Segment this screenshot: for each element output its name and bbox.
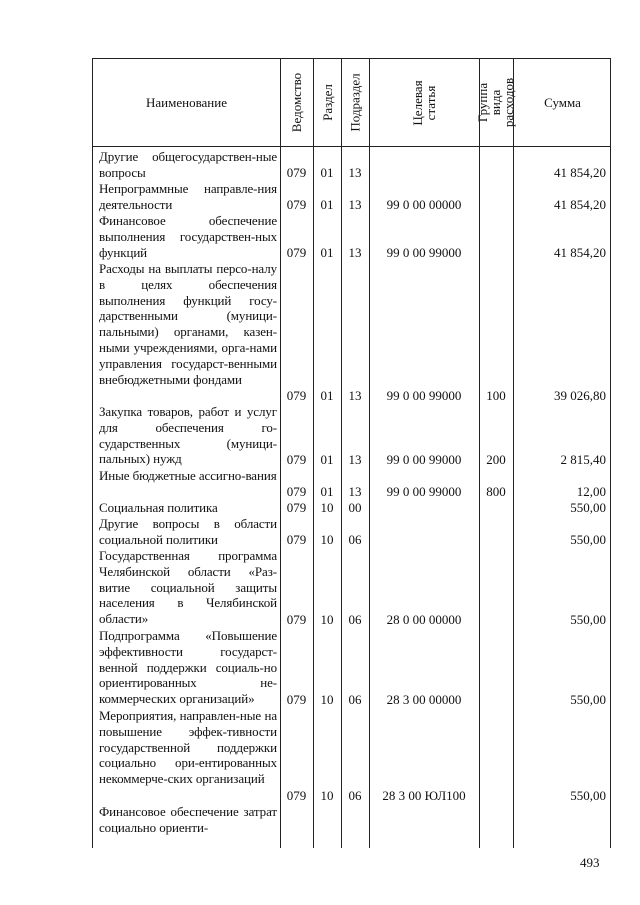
row-razdel: 10 [320,532,334,548]
row-name: Непрограммные направле-ния деятельности [99,181,277,212]
row-summa: 41 854,20 [554,165,606,181]
row-summa: 550,00 [570,692,606,708]
budget-table [92,58,611,848]
table-row [93,500,610,516]
row-celevaya-statya: 99 0 00 99000 [386,484,462,500]
row-vedomstvo: 079 [286,245,307,261]
header-podrazdel [341,59,369,146]
row-podrazdel: 13 [348,197,362,213]
row-razdel: 10 [320,692,334,708]
row-gruppa: 800 [486,484,506,500]
row-razdel: 01 [320,197,334,213]
row-vedomstvo: 079 [286,532,307,548]
row-vedomstvo: 079 [286,484,307,500]
header-gruppa-vida-rashodov [475,59,517,146]
row-podrazdel: 13 [348,452,362,468]
table-row [93,804,610,840]
header-vedomstvo [280,59,313,146]
row-vedomstvo: 079 [286,692,307,708]
row-name: Финансовое обеспечение выполнения государствен-ных функций [99,213,277,260]
row-podrazdel: 13 [348,165,362,181]
row-vedomstvo: 079 [286,388,307,404]
row-razdel: 01 [320,452,334,468]
header-celevaya-statya-label: Целевая статья [410,79,438,126]
row-name: Иные бюджетные ассигно-вания [99,468,277,483]
row-vedomstvo: 079 [286,788,307,804]
row-razdel: 01 [320,388,334,404]
row-summa: 550,00 [570,532,606,548]
row-name: Финансовое обеспечение затрат социально ориенти- [99,804,277,835]
row-podrazdel: 06 [348,788,362,804]
row-podrazdel: 06 [348,612,362,628]
row-razdel: 10 [320,612,334,628]
table-row [93,708,610,804]
header-razdel-label: Раздел [319,84,335,121]
header-summa: Сумма [544,94,581,110]
row-vedomstvo: 079 [286,612,307,628]
header-name: Наименование [146,94,227,110]
row-vedomstvo: 079 [286,165,307,181]
header-divider [93,146,610,147]
row-gruppa: 100 [486,388,506,404]
header-gruppa-label: Группа вида расходов [475,77,517,128]
row-name: Другие общегосударствен-ные вопросы [99,149,277,180]
row-razdel: 10 [320,788,334,804]
row-podrazdel: 13 [348,245,362,261]
row-summa: 2 815,40 [560,452,606,468]
table-row [93,628,610,708]
row-name: Социальная политика [99,500,218,515]
table-row [93,213,610,261]
row-celevaya-statya: 99 0 00 99000 [386,452,462,468]
table-row [93,468,610,500]
table-row [93,181,610,213]
row-vedomstvo: 079 [286,452,307,468]
row-celevaya-statya: 28 0 00 00000 [386,612,462,628]
row-celevaya-statya: 28 3 00 ЮЛ100 [382,788,466,804]
row-gruppa: 200 [486,452,506,468]
row-podrazdel: 06 [348,532,362,548]
table-row [93,149,610,181]
header-podrazdel-label: Подраздел [347,73,363,132]
row-summa: 550,00 [570,788,606,804]
page-number: 493 [580,855,600,870]
table-row [93,516,610,548]
row-razdel: 01 [320,245,334,261]
row-vedomstvo: 079 [286,197,307,213]
row-razdel: 01 [320,484,334,500]
row-celevaya-statya: 99 0 00 99000 [386,245,462,261]
row-summa: 41 854,20 [554,245,606,261]
row-vedomstvo: 079 [286,500,307,516]
row-name: Закупка товаров, работ и услуг для обеспечения го-сударственных (муници-пальных) нужд [99,404,277,467]
row-celevaya-statya: 99 0 00 99000 [386,388,462,404]
row-name: Мероприятия, направлен-ные на повышение эффек-тивности государственной поддержки социально ори-ентированных некоммерче-ских организаций [99,708,277,787]
row-name: Подпрограмма «Повышение эффективности государст-венной поддержки социаль-но ориентированных не-коммерческих организаций» [99,628,277,707]
row-name: Другие вопросы в области социальной политики [99,516,277,547]
table-row [93,261,610,404]
table-row [93,548,610,628]
row-celevaya-statya: 99 0 00 00000 [386,197,462,213]
row-name: Государственная программа Челябинской области «Раз-витие социальной защиты населения в Челябинской области» [99,548,277,627]
table-row [93,404,610,468]
header-celevaya-statya [369,59,479,146]
row-summa: 12,00 [576,484,606,500]
row-podrazdel: 00 [348,500,362,516]
row-razdel: 10 [320,500,334,516]
row-podrazdel: 13 [348,388,362,404]
row-summa: 550,00 [570,612,606,628]
row-summa: 41 854,20 [554,197,606,213]
row-summa: 39 026,80 [554,388,606,404]
header-vedomstvo-label: Ведомство [289,72,304,133]
header-razdel [313,59,341,146]
row-summa: 550,00 [570,500,606,516]
row-celevaya-statya: 28 3 00 00000 [386,692,462,708]
row-name: Расходы на выплаты персо-налу в целях обеспечения выполнения функций госу-дарственными (муници-пальными) органами, казен-ными учреждениями, орга-нами управления государст-венными внебюджетными фондами [99,261,277,387]
row-podrazdel: 13 [348,484,362,500]
row-podrazdel: 06 [348,692,362,708]
row-razdel: 01 [320,165,334,181]
